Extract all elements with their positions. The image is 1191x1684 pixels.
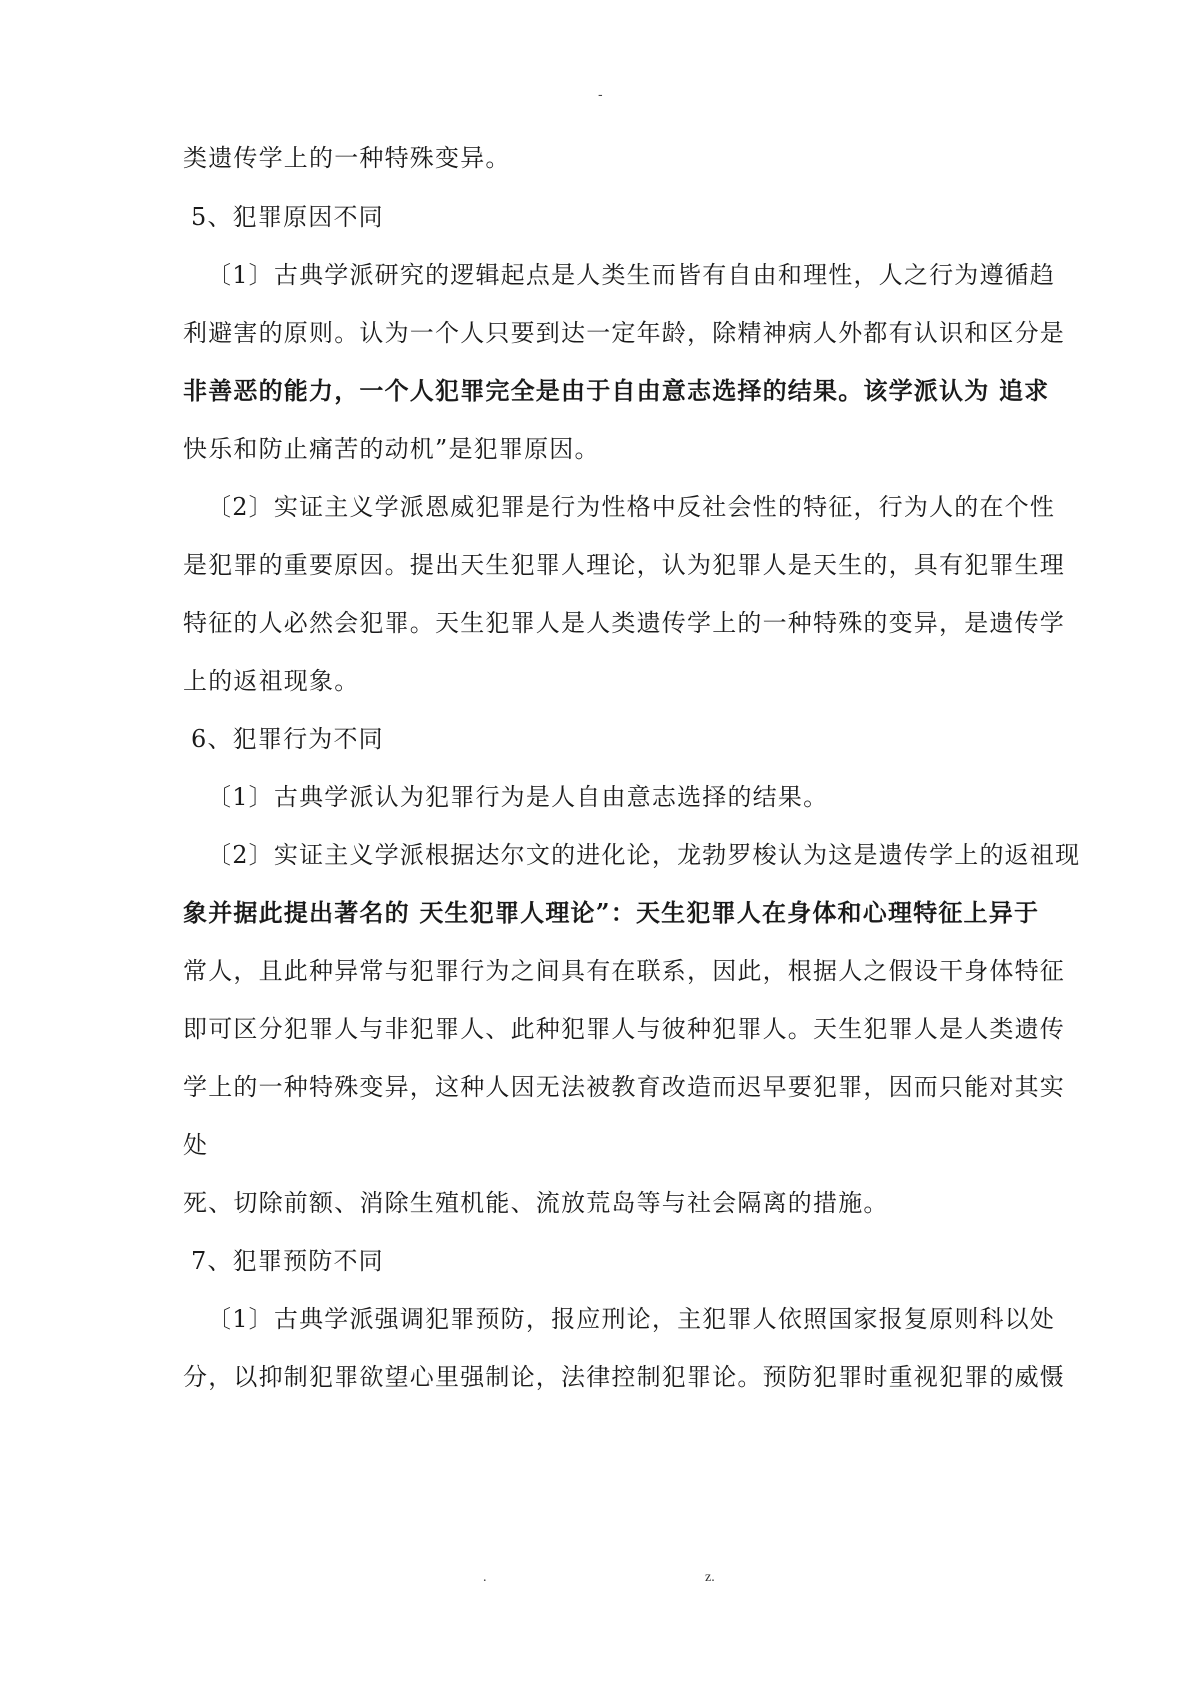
text-line: 类遗传学上的一种特殊变异。 <box>183 144 511 172</box>
header-mark: - <box>598 86 603 102</box>
section-heading: 5、犯罪原因不同 <box>191 203 384 231</box>
footer-right-mark: z. <box>705 1570 715 1585</box>
text-line: 特征的人必然会犯罪。天生犯罪人是人类遗传学上的一种特殊的变异，是遗传学 <box>183 609 1065 637</box>
text-line: 〔1〕古典学派研究的逻辑起点是人类生而皆有自由和理性，人之行为遵循趋 <box>207 261 1056 289</box>
text-line: 〔2〕实证主义学派恩威犯罪是行为性格中反社会性的特征，行为人的在个性 <box>207 493 1056 521</box>
text-line: 是犯罪的重要原因。提出天生犯罪人理论，认为犯罪人是天生的，具有犯罪生理 <box>183 551 1065 579</box>
text-line: 〔1〕古典学派强调犯罪预防，报应刑论，主犯罪人依照国家报复原则科以处 <box>207 1305 1056 1333</box>
text-line: 死、切除前额、消除生殖机能、流放荒岛等与社会隔离的措施。 <box>183 1189 889 1217</box>
text-line: 即可区分犯罪人与非犯罪人、此种犯罪人与彼种犯罪人。天生犯罪人是人类遗传 <box>183 1015 1065 1043</box>
text-line: 快乐和防止痛苦的动机”是犯罪原因。 <box>183 435 600 463</box>
text-line: 利避害的原则。认为一个人只要到达一定年龄，除精神病人外都有认识和区分是 <box>183 319 1065 347</box>
footer-left-mark: . <box>483 1570 487 1585</box>
text-line: 常人，且此种异常与犯罪行为之间具有在联系，因此，根据人之假设干身体特征 <box>183 957 1065 985</box>
text-line-bold: 非善恶的能力，一个人犯罪完全是由于自由意志选择的结果。该学派认为 追求 <box>183 376 1050 405</box>
section-heading: 6、犯罪行为不同 <box>191 725 384 753</box>
text-line: 上的返祖现象。 <box>183 667 360 695</box>
text-line: 分，以抑制犯罪欲望心里强制论，法律控制犯罪论。预防犯罪时重视犯罪的威慑 <box>183 1363 1065 1391</box>
text-line: 〔1〕古典学派认为犯罪行为是人自由意志选择的结果。 <box>207 783 829 811</box>
text-line-bold: 象并据此提出著名的 天生犯罪人理论”：天生犯罪人在身体和心理特征上异于 <box>183 898 1040 927</box>
text-line: 学上的一种特殊变异，这种人因无法被教育改造而迟早要犯罪，因而只能对其实 <box>183 1073 1065 1101</box>
section-heading: 7、犯罪预防不同 <box>191 1247 384 1275</box>
text-line: 〔2〕实证主义学派根据达尔文的进化论，龙勃罗梭认为这是遗传学上的返祖现 <box>207 841 1081 869</box>
text-line: 处 <box>183 1131 209 1159</box>
